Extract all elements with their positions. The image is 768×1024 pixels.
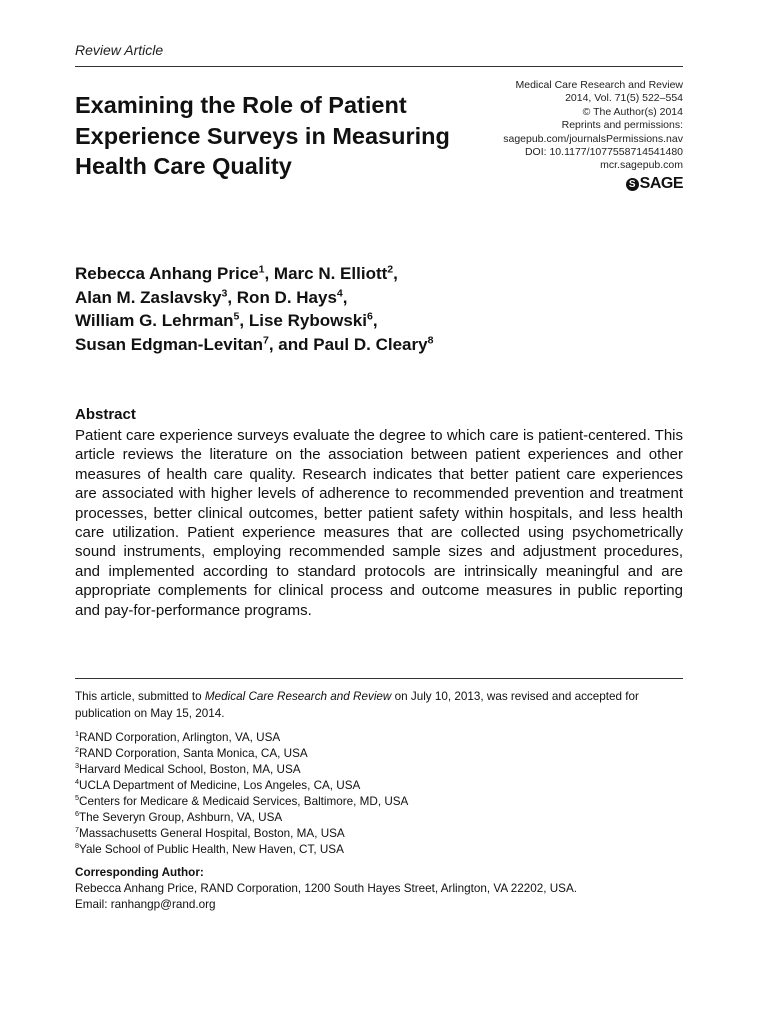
corresponding-author-email[interactable]: Email: ranhangp@rand.org: [75, 898, 216, 911]
corresponding-author-heading: Corresponding Author:: [75, 866, 204, 879]
affiliation-number: 3: [75, 761, 80, 771]
affiliation-text: RAND Corporation, Santa Monica, CA, USA: [79, 747, 308, 760]
affiliation-number: 6: [75, 809, 80, 819]
affiliation-number: 4: [75, 777, 80, 787]
header-divider: [75, 66, 683, 67]
affiliation-item: [75, 746, 683, 762]
abstract-text: Patient care experience surveys evaluate the degree to which care is patient-centered. This article reviews the literature on the association between patient experiences and other measures of health care quality. Research indicates that better patient care experiences are associated with higher levels of adherence to recommended prevention and treatment processes, better clinical outcomes, better patient safety within hospitals, and less health care utilization. Patient experience measures that are collected using psychometrically sound instruments, employing recommended sample sizes and adjustment procedures, and implemented according to standard protocols are intrinsically meaningful and are appropriate complements for clinical process and outcome measures in public reporting and pay-for-performance programs.: [75, 427, 683, 619]
affiliation-text: Massachusetts General Hospital, Boston, MA, USA: [79, 827, 345, 840]
author-separator: ,: [342, 287, 348, 307]
submission-suffix: on July 10, 2013, was revised and accepted for publication on May 15, 2014.: [75, 690, 639, 720]
journal-name: Medical Care Research and Review: [515, 79, 683, 91]
author-separator: ,: [264, 264, 274, 283]
author-name: Paul D. Cleary: [313, 334, 428, 354]
author-affiliation-marker: 7: [262, 334, 269, 347]
affiliation-item: [75, 762, 683, 778]
author-name: Ron D. Hays: [236, 287, 337, 307]
footnote-divider: [75, 678, 683, 679]
author-affiliation-marker: 6: [366, 310, 373, 323]
abstract-heading: Abstract: [75, 406, 136, 423]
section-label: Review Article: [75, 42, 164, 58]
permissions-link[interactable]: sagepub.com/journalsPermissions.nav: [503, 132, 683, 145]
article-title: Examining the Role of Patient Experience Surveys in Measuring Health Care Quality: [75, 92, 450, 179]
affiliation-text: RAND Corporation, Arlington, VA, USA: [79, 731, 281, 744]
sage-s-icon: S: [626, 178, 639, 191]
affiliation-item: [75, 730, 683, 746]
author-affiliation-marker: 1: [258, 263, 265, 276]
affiliation-number: 5: [75, 793, 80, 803]
author-affiliation-marker: 3: [221, 286, 228, 299]
affiliation-text: Yale School of Public Health, New Haven, CT, USA: [79, 843, 344, 856]
submission-note: [75, 688, 683, 722]
affiliation-number: 2: [75, 745, 80, 755]
affiliation-item: [75, 826, 683, 842]
publication-info: [423, 79, 683, 173]
author-affiliation-marker: 4: [336, 286, 343, 299]
author-separator: ,: [393, 264, 398, 283]
affiliation-number: 7: [75, 825, 80, 835]
affiliation-item: [75, 842, 683, 858]
author-name: Lise Rybowski: [248, 311, 367, 331]
affiliation-item: [75, 778, 683, 794]
author-affiliation-marker: 8: [427, 334, 434, 347]
affiliation-item: [75, 810, 683, 826]
corresponding-author-address: Rebecca Anhang Price, RAND Corporation, 1200 South Hayes Street, Arlington, VA 22202, USA.: [75, 882, 577, 895]
author-separator: ,: [227, 287, 237, 307]
volume-info: 2014, Vol. 71(5) 522–554: [565, 92, 683, 105]
submission-prefix: This article, submitted to: [75, 690, 205, 703]
affiliation-item: [75, 794, 683, 810]
author-separator: ,: [372, 311, 378, 331]
sage-wordmark: SAGE: [639, 175, 683, 192]
affiliation-number: 1: [75, 729, 80, 739]
affiliation-number: 8: [75, 841, 80, 851]
author-name: William G. Lehrman: [75, 311, 234, 331]
author-affiliation-marker: 5: [233, 310, 240, 323]
author-name: Marc N. Elliott: [273, 264, 388, 283]
sage-logo: [626, 175, 683, 193]
affiliation-text: Harvard Medical School, Boston, MA, USA: [79, 763, 301, 776]
doi[interactable]: DOI: 10.1177/1077558714541480: [524, 146, 683, 159]
author-separator: ,: [239, 311, 249, 331]
copyright: © The Author(s) 2014: [582, 105, 683, 118]
affiliation-list: [75, 730, 683, 858]
author-affiliation-marker: 2: [387, 263, 394, 276]
affiliation-text: The Severyn Group, Ashburn, VA, USA: [79, 811, 283, 824]
journal-site-link[interactable]: mcr.sagepub.com: [600, 159, 683, 172]
author-list: [75, 262, 695, 356]
affiliation-text: UCLA Department of Medicine, Los Angeles, CA, USA: [79, 779, 361, 792]
corresponding-author-block: [75, 865, 683, 913]
author-name: Susan Edgman-Levitan: [75, 334, 263, 354]
affiliation-text: Centers for Medicare & Medicaid Services, Baltimore, MD, USA: [79, 795, 409, 808]
reprints-label: Reprints and permissions:: [561, 119, 683, 132]
author-name: Rebecca Anhang Price: [75, 264, 259, 283]
author-name: Alan M. Zaslavsky: [75, 287, 222, 307]
submission-journal: Medical Care Research and Review: [204, 690, 392, 703]
author-separator: , and: [268, 334, 314, 354]
